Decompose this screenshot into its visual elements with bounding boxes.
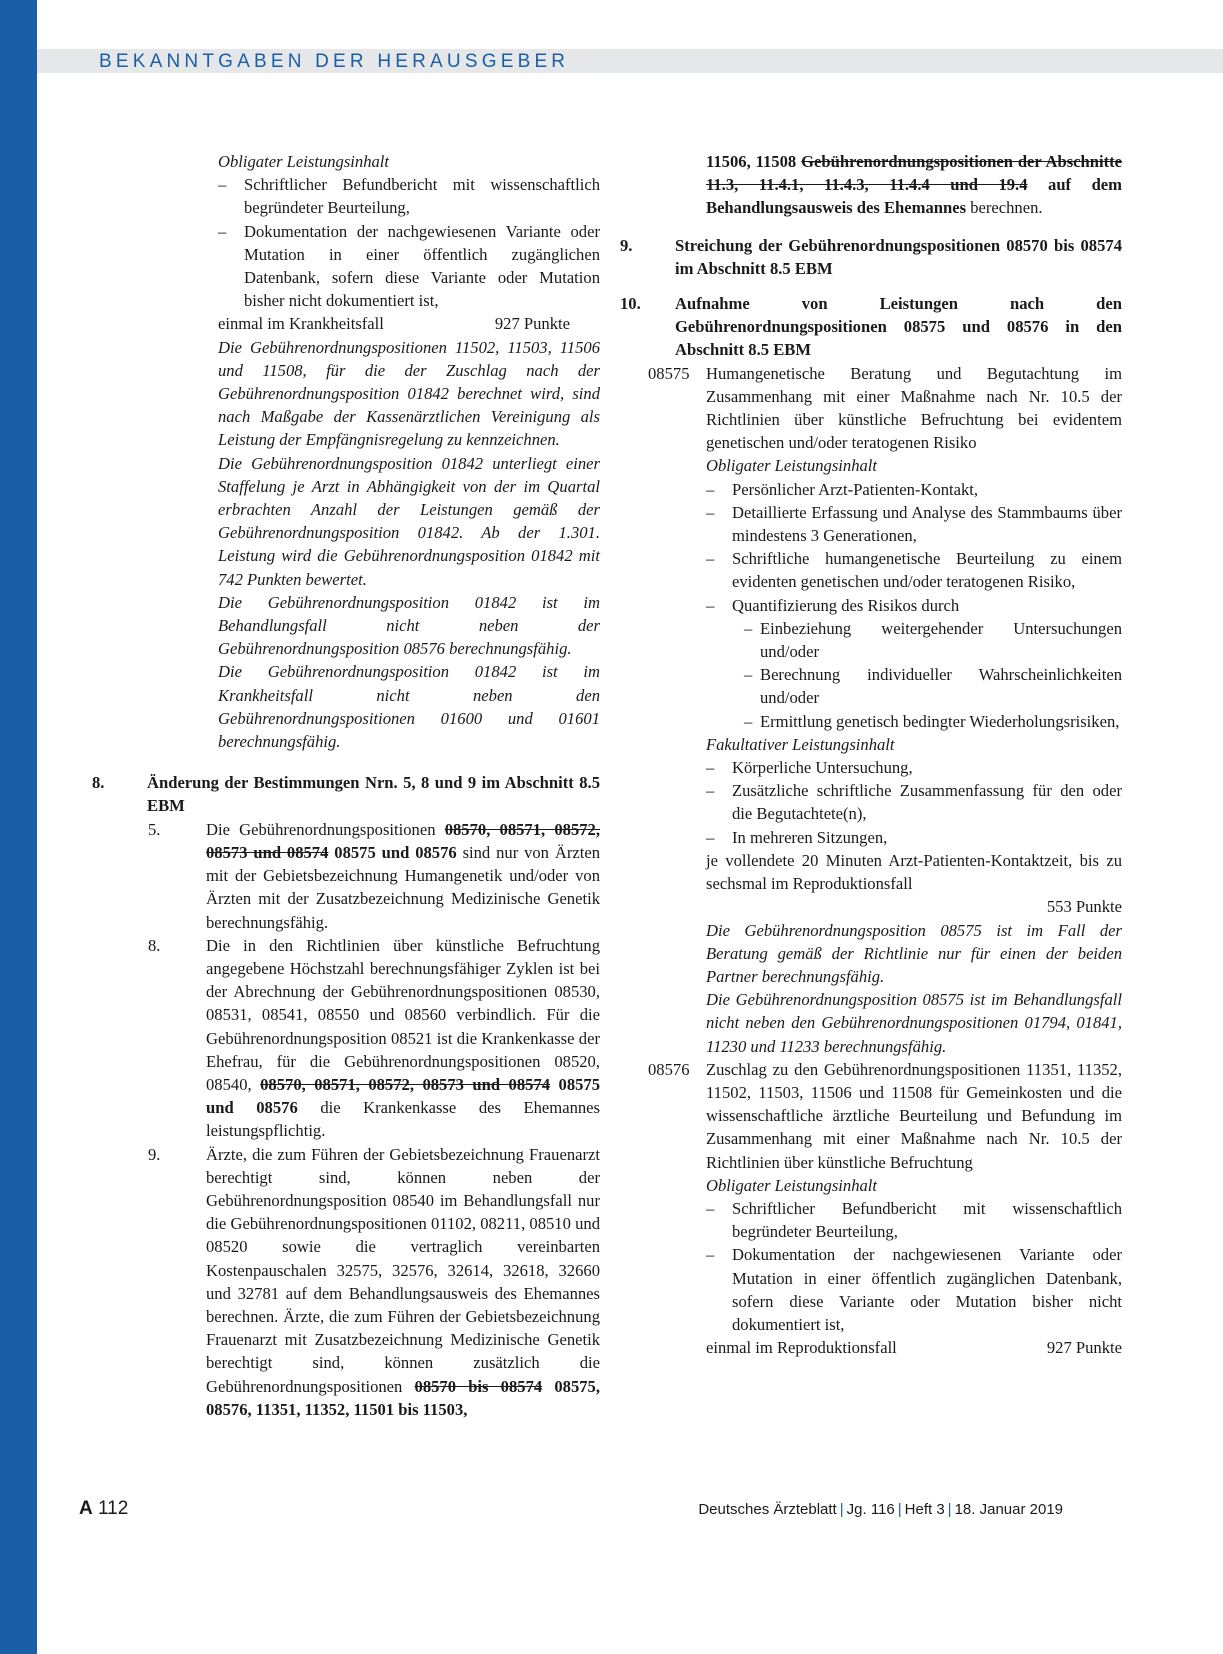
list-item: – Detaillierte Erfassung und Analyse des Stammbaums über mindestens 3 Generationen, — [706, 502, 1122, 546]
journal-citation: Deutsches Ärzteblatt | Jg. 116 | Heft 3 | 18. Januar 2019 — [698, 1501, 1063, 1518]
fee-code: 08576 — [648, 1059, 690, 1079]
sidebar-accent-bar — [0, 0, 37, 1654]
list-item: – Zusätzliche schriftliche Zusammenfassung für den oder die Begutachtete(n), — [706, 781, 1122, 824]
list-item: – Dokumentation der nachgewiesenen Variante oder Mutation in einer öffentlich zugänglichen Datenbank, sofern diese Variante oder Mutation bisher nicht dokumentiert ist, — [218, 221, 600, 311]
sub-list-item: – Ermittlung genetisch bedingter Wiederholungsrisiken, — [744, 711, 1120, 731]
page-number: A 112 — [79, 1498, 129, 1519]
inserted-text: 08575, 08576, 11351, 11352, 11501 bis 11503, — [206, 1376, 600, 1419]
right-column — [620, 150, 1122, 1359]
deleted-text: 08570 bis 08574 — [414, 1376, 543, 1396]
note-paragraph: Die Gebührenordnungspositionen 11502, 11503, 11506 und 11508, für die der Zuschlag nach der Gebührenordnungsposition 01842 berechnet wird, sind nach Maßgabe der Kassenärztlichen Vereinigung als Leistung der Empfängnisregelung zu kennzeichnen. — [218, 337, 600, 450]
list-item: – Quantifizierung des Risikos durch — [706, 595, 960, 615]
note-paragraph: Die Gebührenordnungsposition 01842 ist im Krankheitsfall nicht neben den Gebührenordnungspositionen 01600 und 01601 berechnungsfähig. — [218, 662, 600, 752]
section-8-heading: 8. Änderung der Bestimmungen Nrn. 5, 8 und 9 im Abschnitt 8.5 EBM — [92, 773, 600, 816]
section-9-heading: 9. Streichung der Gebührenordnungspositionen 08570 bis 08574 im Abschnitt 8.5 EBM — [620, 235, 1122, 278]
deleted-text: 08570, 08571, 08572, 08573 und 08574 — [206, 819, 600, 862]
fee-code: 08575 — [648, 363, 690, 383]
sub-list-item: – Einbeziehung weitergehender Untersuchungen und/oder — [744, 618, 1122, 662]
provision-8: 8. Die in den Richtlinien über künstliche Befruchtung angegebene Höchstzahl berechnungsfähiger Zyklen ist bei der Abrechnung der Gebührenordnungspositionen 08530, 08531, 08541, 08550 und 08560 verbindlich. Für die Gebührenordnungsposition 08521 ist die Krankenkasse der Ehefrau, für die Gebührenordnungspositionen 08520, 08540, 08570, 08571, 08572, 08573 und 08574 08575 und 08576 die Krankenkasse des Ehemannes leistungspflichtig. — [148, 935, 601, 1141]
provision-9: 9. Ärzte, die zum Führen der Gebietsbezeichnung Frauenarzt berechtigt sind, können neben der Gebührenordnungsposition 08540 im Behandlungsfall nur die Gebührenordnungspositionen 01102, 08211, 08510 und 08520 sowie die vertraglich vereinbarten Kostenpauschalen 32575, 32576, 32614, 32618, 32660 und 32781 auf dem Behandlungsausweis des Ehemannes berechnen. Ärzte, die zum Führen der Gebietsbezeichnung Frauenarzt mit Zusatzbezeichnung Medizinische Genetik berechtigt sind, können zusätzlich die Gebührenordnungspositionen 08570 bis 08574 08575, 08576, 11351, 11352, 11501 bis 11503, — [148, 1144, 600, 1419]
section-header-title: BEKANNTGABEN DER HERAUSGEBER — [99, 51, 570, 72]
inserted-text: auf dem Behandlungsausweis des Ehemannes — [706, 175, 1123, 218]
fee-item-08575: 08575 Humangenetische Beratung und Begutachtung im Zusammenhang mit einer Maßnahme nach Nr. 10.5 der Richtlinien über künstliche Befruchtung bei evidentem genetischen und/oder teratogenen Risiko Obligater Leistungsinhalt – Persönlicher Arzt-Patienten-Kontakt, – Detaillierte Erfassung und Analyse des Stammbaums über mindestens 3 Generationen, – Schriftliche humangenetische Beurteilung zu einem evidenten genetischen und/oder teratogenen Risiko, – Quantifizierung des Risikos durch – Einbeziehung weitergehender Untersuchungen und/oder – Berechnung individueller Wahrscheinlichkeiten und/oder – Ermittlung genetisch bedingter Wiederholungsrisiken, Fakultativer Leistungsinhalt – Körperliche Untersuchung, – Zusätzliche schriftliche Zusammenfassung für den oder die Begutachtete(n), – In mehreren Sitzungen, je vollendete 20 Minuten Arzt-Patienten-Kontaktzeit, bis zu sechsmal im Reproduktionsfall 553 Punkte Die Gebührenordnungsposition 08575 ist im Fall der Beratung gemäß der Richtlinie nur für einen der beiden Partner berechnungsfähig. Die Gebührenordnungsposition 08575 ist im Behandlungsfall nicht neben den Gebührenordnungspositionen 01794, 01841, 11230 und 11233 berechnungsfähig. — [648, 362, 1122, 1058]
list-item: – Persönlicher Arzt-Patienten-Kontakt, — [706, 479, 979, 499]
list-item: – Dokumentation der nachgewiesenen Variante oder Mutation in einer öffentlich zugänglichen Datenbank, sofern diese Variante oder Mutation bisher nicht dokumentiert ist, — [706, 1245, 1122, 1334]
note-paragraph: Die Gebührenordnungsposition 08575 ist im Fall der Beratung gemäß der Richtlinie nur für einen der beiden Partner berechnungsfähig. — [706, 920, 1122, 986]
left-column — [92, 150, 600, 1421]
section-10-heading: 10. Aufnahme von Leistungen nach den Gebührenordnungspositionen 08575 und 08576 in den Abschnitt 8.5 EBM — [620, 294, 1122, 360]
provision-5: 5. Die Gebührenordnungspositionen 08570, 08571, 08572, 08573 und 08574 08575 und 08576 sind nur von Ärzten mit der Gebietsbezeichnung Humangenetik und/oder von Ärzten mit der Zusatzbezeichnung Medizinische Genetik berechnungsfähig. — [148, 819, 600, 932]
points-line — [218, 312, 600, 335]
sub-list-item: – Berechnung individueller Wahrscheinlichkeiten und/oder — [744, 665, 1122, 708]
deleted-text: Gebührenordnungspositionen der Abschnitte 11.3, 11.4.1, 11.4.3, 11.4.4 und 19.4 — [706, 152, 1123, 195]
list-item: – Schriftliche humangenetische Beurteilung zu einem evidenten genetischen und/oder teratogenen Risiko, — [706, 549, 1122, 592]
points-value: 553 Punkte — [1046, 897, 1122, 917]
list-item: – Schriftlicher Befundbericht mit wissenschaftlich begründeter Beurteilung, — [218, 175, 600, 218]
points-value: 927 Punkte — [494, 314, 570, 334]
provision-9-continuation: 11506, 11508 Gebührenordnungspositionen der Abschnitte 11.3, 11.4.1, 11.4.3, 11.4.4 und 19.4 auf dem Behandlungsausweis des Ehemannes berechnen. — [706, 152, 1123, 218]
fee-item-08576: 08576 Zuschlag zu den Gebührenordnungspositionen 11351, 11352, 11502, 11503, 11506 und 11508 für Gemeinkosten und die wissenschaftliche ärztliche Beurteilung und Befundung im Zusammenhang mit einer Maßnahme nach Nr. 10.5 der Richtlinien über künstliche Befruchtung Obligater Leistungsinhalt – Schriftlicher Befundbericht mit wissenschaftlich begründeter Beurteilung, – Dokumentation der nachgewiesenen Variante oder Mutation in einer öffentlich zugänglichen Datenbank, sofern diese Variante oder Mutation bisher nicht dokumentiert ist, einmal im Reproduktionsfall 927 Punkte — [648, 1058, 1122, 1360]
note-paragraph: Die Gebührenordnungsposition 08575 ist im Behandlungsfall nicht neben den Gebührenordnungspositionen 01794, 01841, 11230 und 11233 berechnungsfähig. — [706, 990, 1122, 1056]
inserted-text: 08575 und 08576 — [206, 1074, 601, 1118]
points-line: einmal im Reproduktionsfall 927 Punkte — [706, 1338, 1122, 1358]
list-item: – Schriftlicher Befundbericht mit wissenschaftlich begründeter Beurteilung, — [706, 1198, 1122, 1242]
obligat-heading: Obligater Leistungsinhalt — [218, 152, 390, 171]
header-bar — [37, 49, 1223, 73]
points-label: einmal im Krankheitsfall — [218, 314, 384, 334]
list-item: – Körperliche Untersuchung, — [706, 758, 913, 778]
list-item: – In mehreren Sitzungen, — [706, 827, 888, 847]
inserted-text: 08575 und 08576 — [334, 842, 457, 862]
deleted-text: 08570, 08571, 08572, 08573 und 08574 — [260, 1074, 551, 1094]
note-paragraph: Die Gebührenordnungsposition 01842 unterliegt einer Staffelung je Arzt in Abhängigkeit von der im Quartal erbrachten Anzahl der Leistungen gemäß der Gebührenordnungsposition 01842. Ab der 1.301. Leistung wird die Gebührenordnungsposition 01842 mit 742 Punkten bewertet. — [218, 453, 600, 589]
note-paragraph: Die Gebührenordnungsposition 01842 ist im Behandlungsfall nicht neben der Gebührenordnungsposition 08576 berechnungsfähig. — [218, 592, 600, 659]
